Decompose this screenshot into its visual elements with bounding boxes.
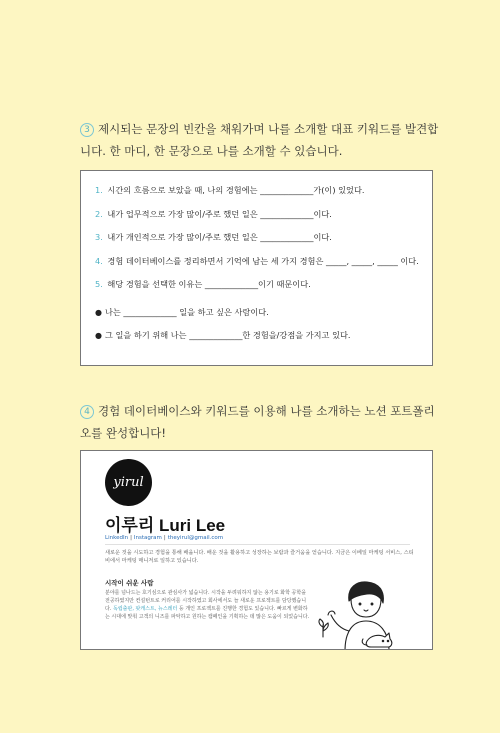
- linkedin-link[interactable]: LinkedIn: [105, 535, 129, 541]
- step-4-text: 경험 데이터베이스와 키워드를 이용해 나를 소개하는 노션 포트폴리오를 완성합니다!: [80, 404, 435, 440]
- worksheet-bullet: ● 나는 _____________ 일을 하고 싶은 사람이다.: [95, 305, 418, 329]
- instagram-link[interactable]: Instagram: [133, 535, 162, 541]
- portfolio-name: 이루리 Luri Lee: [105, 516, 226, 535]
- step-3-text: 제시되는 문장의 빈칸을 채워가며 나를 소개할 대표 키워드를 발견합니다. 한 마디, 한 문장으로 나를 소개할 수 있습니다.: [80, 122, 439, 158]
- section-body: 분야를 넘나드는 호기심으로 관심사가 넓습니다. 시작을 두려워하지 않는 용기로 화학 공학을 전공하였지만 컨설턴트로 커리어를 시작하였고 회사에서도 늘 새로운 프로젝트를 담당했습니다. 독립출판, 팟캐스트, 뉴스레터 등 개인 프로젝트를 진행한 경험도 있습니다. 빠르게 변화하는 시대에 맞춰 고객의 니즈를 파악하고 원하는 캠페인을 기획하는 데 많은 도움이 되었습니다.: [105, 590, 310, 620]
- step-number-badge: 4: [80, 405, 94, 419]
- bullet-icon: ●: [95, 331, 102, 340]
- divider: [105, 544, 410, 545]
- step-3-instruction: [80, 118, 440, 162]
- logo: yirul: [105, 459, 152, 506]
- intro-paragraph: 새로운 것을 시도하고 경험을 통해 배웁니다. 배운 것을 활용하고 성장하는 보람과 즐거움을 얻습니다. 지금은 이베일 마케팅 서비스, 스티비에서 마케팅 매니저로 일하고 있습니다.: [105, 550, 414, 564]
- section-title: 시작이 쉬운 사람: [105, 579, 154, 587]
- contact-links: LinkedIn | Instagram | theyirul@gmail.com: [105, 535, 224, 541]
- worksheet-line: 3. 내가 개인적으로 가장 많이/주로 했던 일은 _____________이다.: [95, 232, 332, 242]
- person-illustration: [309, 579, 419, 650]
- worksheet-line: 5. 해당 경험을 선택한 이유는 _____________이기 때문이다.: [95, 279, 311, 289]
- email-link[interactable]: theyirul@gmail.com: [167, 535, 224, 541]
- worksheet-line: 2. 내가 업무적으로 가장 많이/주로 했던 일은 _____________이다.: [95, 208, 332, 219]
- notion-portfolio-preview: [80, 450, 433, 650]
- worksheet-line: 1. 시간의 흐름으로 보았을 때, 나의 경험에는 _____________가(이) 있었다.: [95, 185, 365, 195]
- worksheet-bullet: ● 그 일을 하기 위해 나는 _____________한 경험을/강점을 가지고 있다.: [95, 328, 418, 352]
- step-4-instruction: [80, 400, 440, 444]
- keyword-worksheet: [80, 170, 433, 366]
- step-number-badge: 3: [80, 123, 94, 137]
- worksheet-line: 4. 경험 데이터베이스를 정리하면서 기억에 남는 세 가지 경험은 _____, _____, _____ 이다.: [95, 255, 419, 266]
- bullet-icon: ●: [95, 307, 102, 317]
- highlight-link[interactable]: 독립출판, 팟캐스트, 뉴스레터: [113, 606, 178, 612]
